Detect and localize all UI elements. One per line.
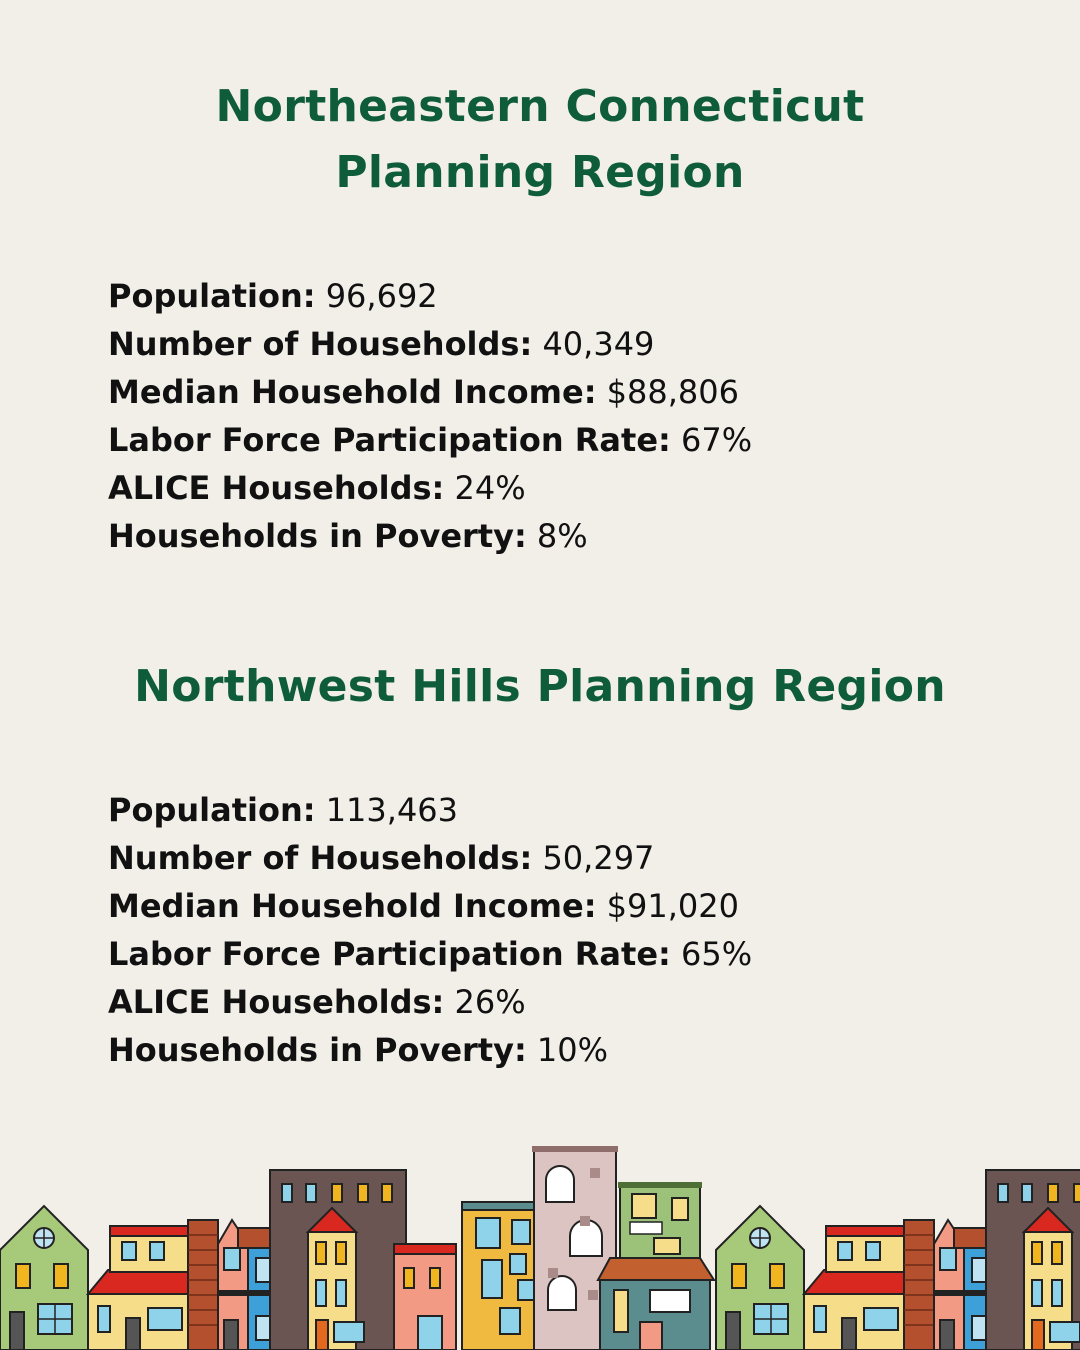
stat-households	[108, 320, 752, 368]
region-1-title-line-1: Northeastern Connecticut	[215, 81, 865, 132]
townhouse-skyline-illustration	[0, 1140, 1080, 1350]
stat-label: Population:	[108, 277, 316, 315]
stat-value: 8%	[536, 517, 588, 555]
stat-value: 10%	[536, 1031, 609, 1069]
stat-households	[108, 834, 752, 882]
stat-population	[108, 272, 752, 320]
region-2-title	[0, 654, 1080, 720]
stat-label: Number of Households:	[108, 839, 533, 877]
stat-median-income	[108, 882, 752, 930]
stat-label: Households in Poverty:	[108, 1031, 527, 1069]
stat-label: Households in Poverty:	[108, 517, 527, 555]
stat-label: Median Household Income:	[108, 887, 597, 925]
stat-value: 113,463	[325, 791, 459, 829]
stat-value: 24%	[454, 469, 526, 507]
stat-value: 96,692	[325, 277, 438, 315]
region-2-title-line-1: Northwest Hills Planning Region	[134, 661, 946, 712]
stat-label: Labor Force Participation Rate:	[108, 421, 671, 459]
stat-alice	[108, 464, 752, 512]
stat-label: ALICE Households:	[108, 469, 445, 507]
stat-value: 67%	[680, 421, 753, 459]
stat-poverty	[108, 512, 752, 560]
stat-labor-force	[108, 930, 752, 978]
stat-population	[108, 786, 752, 834]
stat-value: 50,297	[542, 839, 655, 877]
stat-label: Labor Force Participation Rate:	[108, 935, 671, 973]
stat-value: $91,020	[606, 887, 739, 925]
stat-label: Number of Households:	[108, 325, 533, 363]
stat-alice	[108, 978, 752, 1026]
region-1-title-line-2: Planning Region	[335, 147, 745, 198]
stat-label: ALICE Households:	[108, 983, 445, 1021]
region-1-stats-list	[108, 272, 752, 560]
stat-labor-force	[108, 416, 752, 464]
stat-value: $88,806	[606, 373, 739, 411]
stat-label: Median Household Income:	[108, 373, 597, 411]
stat-label: Population:	[108, 791, 316, 829]
region-2-stats-list	[108, 786, 752, 1074]
stat-median-income	[108, 368, 752, 416]
stat-value: 26%	[454, 983, 526, 1021]
stat-poverty	[108, 1026, 752, 1074]
stat-value: 40,349	[542, 325, 655, 363]
region-1-title	[0, 74, 1080, 206]
stat-value: 65%	[680, 935, 753, 973]
